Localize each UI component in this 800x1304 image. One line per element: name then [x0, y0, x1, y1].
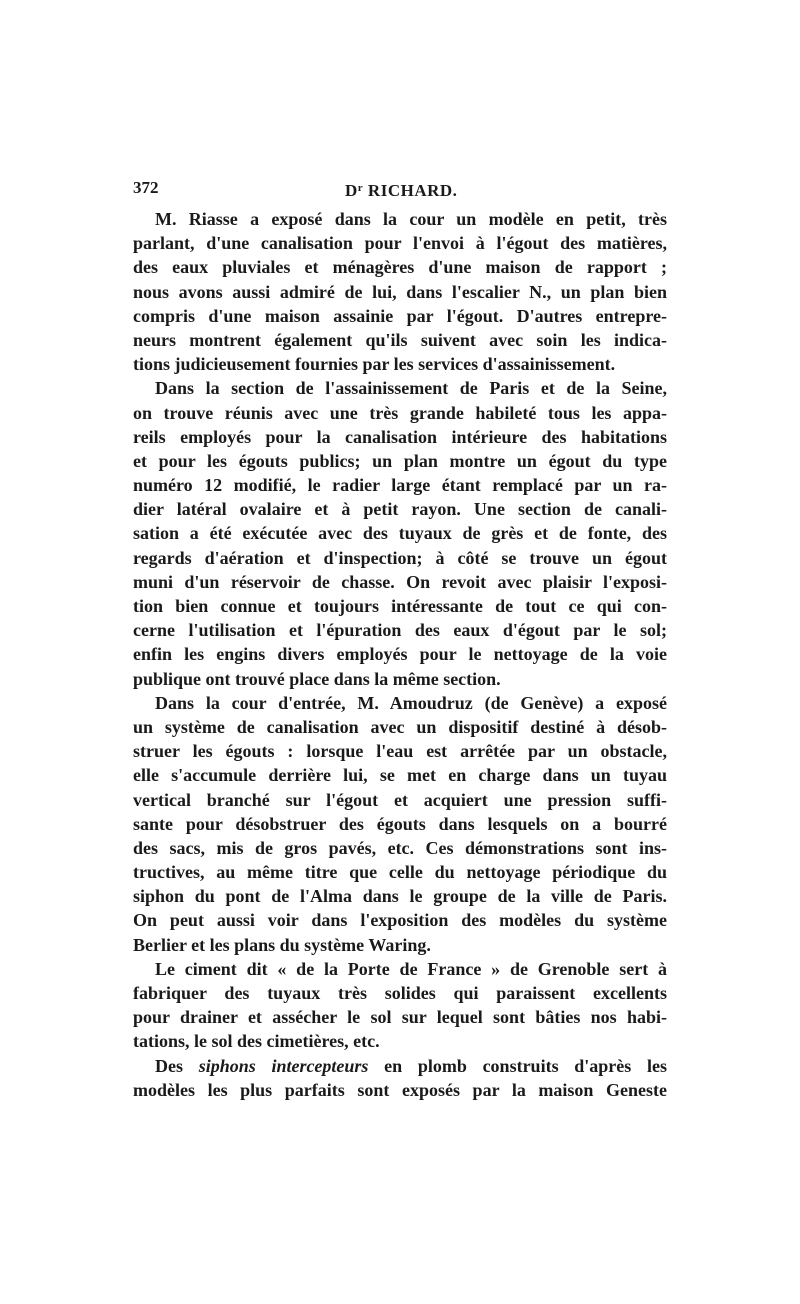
text-line: M. Riasse a exposé dans la cour un modèle en petit, très [155, 209, 667, 229]
text-line: Berlier et les plans du système Waring. [133, 934, 431, 955]
text-line: tructives, au même titre que celle du nettoyage périodique du [133, 862, 667, 883]
text-line: des eaux pluviales et ménagères d'une maison de rapport ; [133, 257, 667, 278]
page-header [133, 176, 667, 200]
text-line: on trouve réunis avec une très grande habileté tous les appa- [133, 402, 667, 423]
text-line: tions judicieusement fournies par les services d'assainissement. [133, 354, 616, 375]
text-line: parlant, d'une canalisation pour l'envoi à l'égout des matières, [133, 233, 667, 254]
text-line: et pour les égouts publics; un plan montre un égout du type [133, 450, 667, 471]
text-line: elle s'accumule derrière lui, se met en charge dans un tuyau [133, 765, 667, 786]
text-line: Dans la section de l'assainissement de Paris et de la Seine, [155, 378, 667, 399]
text-line: Le ciment dit « de la Porte de France » de Grenoble sert à [155, 958, 667, 979]
text-line: sation a été exécutée avec des tuyaux de grès et de fonte, des [133, 523, 667, 544]
text-line: tations, le sol des cimetières, etc. [133, 1031, 380, 1052]
running-head [345, 176, 457, 203]
book-page [133, 176, 667, 1102]
text-line: fabriquer des tuyaux très solides qui paraissent excellents [133, 983, 667, 1003]
text-segment: en plomb construits d'après les [368, 1055, 667, 1076]
text-line: Dans la cour d'entrée, M. Amoudruz (de Genève) a exposé [155, 692, 667, 713]
text-line: publique ont trouvé place dans la même section. [133, 668, 501, 689]
text-line: nous avons aussi admiré de lui, dans l'escalier N., un plan bien [133, 281, 667, 302]
text-line: pour drainer et assécher le sol sur lequel sont bâties nos habi- [133, 1007, 667, 1028]
text-line [133, 1054, 667, 1078]
italic-term: siphons intercepteurs [198, 1055, 369, 1076]
text-line: regards d'aération et d'inspection; à côté se trouve un égout [133, 547, 667, 568]
text-line: un système de canalisation avec un dispositif destiné à désob- [133, 716, 667, 737]
text-line: compris d'une maison assainie par l'égout. D'autres entrepre- [133, 305, 667, 326]
text-line: modèles les plus parfaits sont exposés par la maison Geneste [133, 1079, 667, 1100]
text-line: neurs montrent également qu'ils suivent avec soin les indica- [133, 329, 667, 350]
text-line: sante pour désobstruer des égouts dans lesquels on a bourré [133, 813, 667, 834]
author-superscript: r [357, 182, 364, 194]
page-number: 372 [133, 178, 159, 197]
text-line: tion bien connue et toujours intéressante de tout ce qui con- [133, 596, 667, 616]
text-line: cerne l'utilisation et l'épuration des eaux d'égout par le sol; [133, 620, 667, 641]
text-line: On peut aussi voir dans l'exposition des modèles du système [133, 910, 667, 931]
text-line: struer les égouts : lorsque l'eau est arrêtée par un obstacle, [133, 741, 667, 762]
text-line: muni d'un réservoir de chasse. On revoit avec plaisir l'exposi- [133, 571, 667, 592]
text-line: dier latéral ovalaire et à petit rayon. Une section de canali- [133, 499, 667, 520]
text-segment: Des [155, 1055, 199, 1076]
text-line: siphon du pont de l'Alma dans le groupe de la ville de Paris. [133, 886, 667, 907]
author-prefix: D [345, 181, 358, 200]
author-name: RICHARD. [363, 181, 458, 200]
text-line: enfin les engins divers employés pour le nettoyage de la voie [133, 644, 667, 665]
text-line: reils employés pour la canalisation intérieure des habitations [133, 426, 667, 447]
text-line: numéro 12 modifié, le radier large étant remplacé par un ra- [133, 475, 667, 496]
text-line: vertical branché sur l'égout et acquiert une pression suffi- [133, 789, 667, 810]
body-text [133, 207, 667, 1102]
text-line: des sacs, mis de gros pavés, etc. Ces démonstrations sont ins- [133, 837, 667, 858]
